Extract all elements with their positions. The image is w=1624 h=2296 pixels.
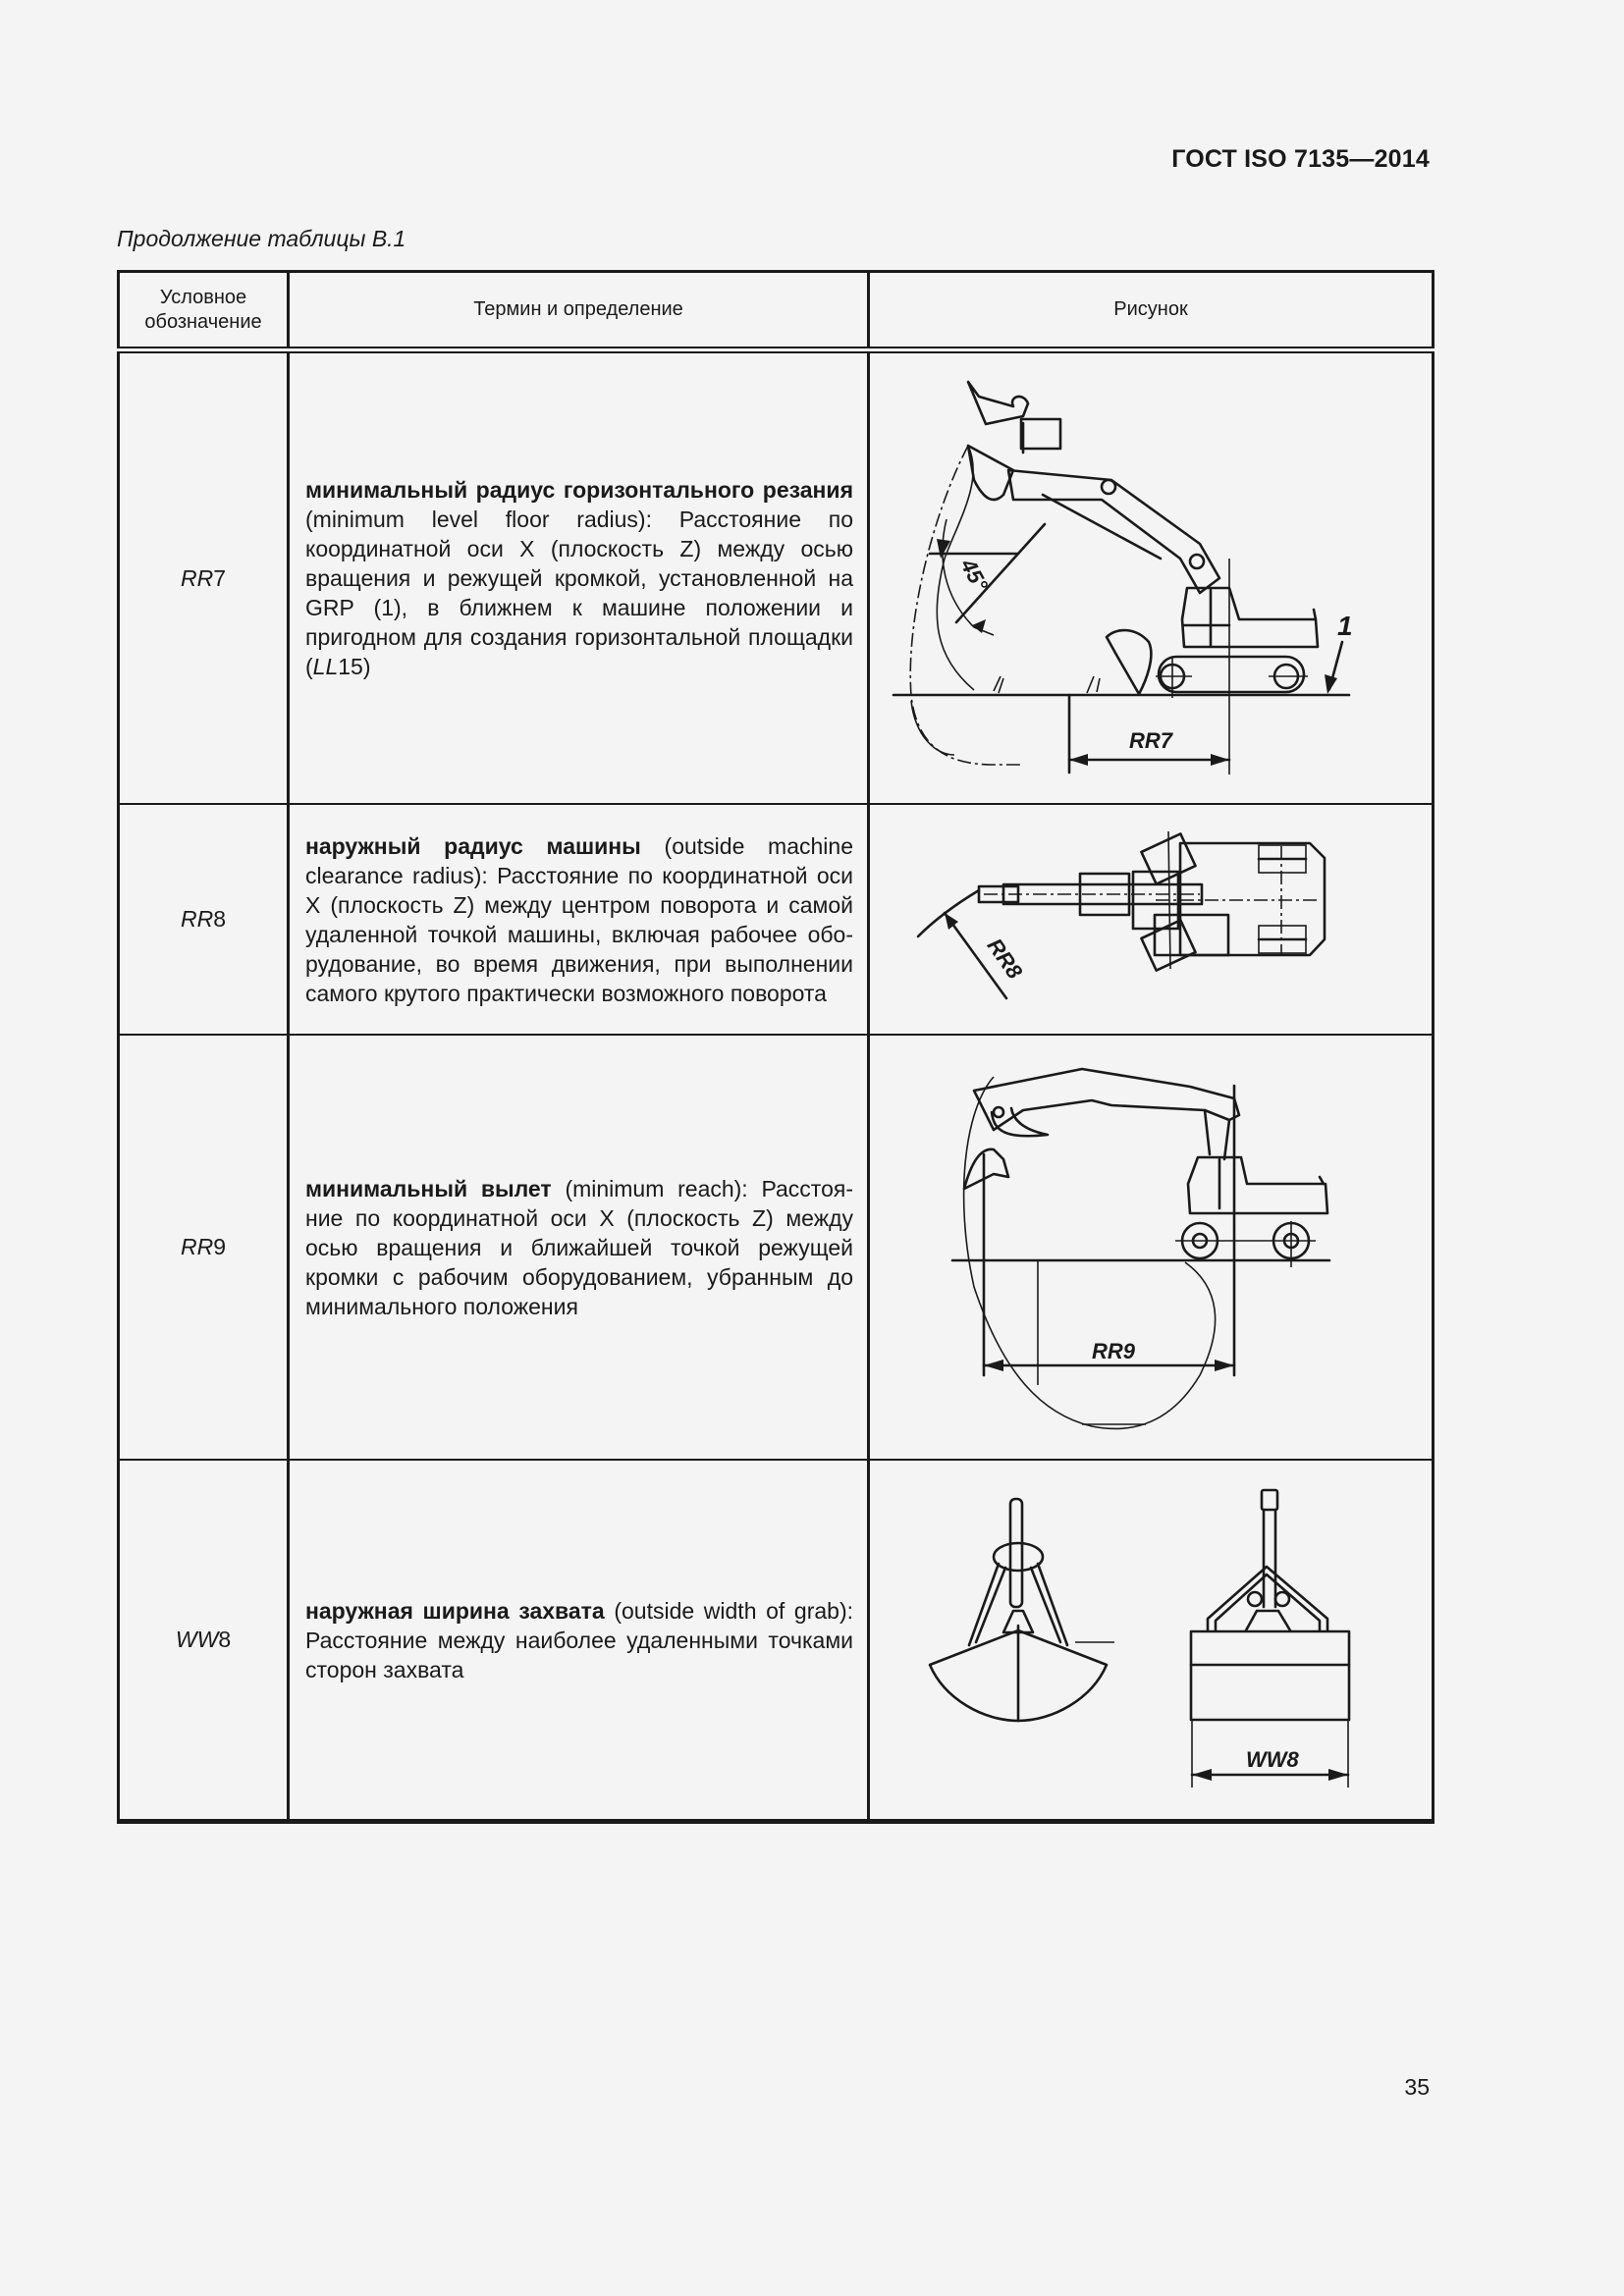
clamshell-grab-ww8-figure [915, 1473, 1386, 1807]
document-code-header: ГОСТ ISO 7135—2014 [1171, 145, 1430, 173]
symbol-letters: RR [180, 1234, 214, 1259]
column-header-symbol: Условное обозначение [119, 272, 289, 350]
column-header-term: Термин и определение [289, 272, 869, 350]
figure-cell [869, 350, 1434, 805]
table-header-row [119, 272, 1434, 350]
svg-text:45°: 45° [955, 555, 994, 596]
column-header-figure: Рисунок [869, 272, 1434, 350]
table-row [119, 804, 1434, 1035]
symbol-cell [119, 804, 289, 1035]
reference-number: 15 [338, 654, 363, 679]
dimension-label-ww8: WW8 [1246, 1746, 1299, 1772]
term-definition: (outside width of grab): Расстояние между наиболее удаленными точками сторон захвата [305, 1597, 853, 1682]
definition-cell [289, 350, 869, 805]
dimension-label-rr8: RR8 [982, 933, 1028, 984]
definition-cell [289, 1460, 869, 1822]
symbol-number: 8 [213, 906, 227, 932]
definition-cell [289, 804, 869, 1035]
symbol-letters: RR [180, 564, 214, 591]
table-caption: Продолжение таблицы В.1 [117, 226, 406, 251]
symbol-letters: RR [180, 906, 214, 932]
figure-cell [869, 804, 1434, 1035]
symbol-cell [119, 1460, 289, 1822]
symbol-letters: WW [175, 1627, 219, 1652]
symbol-cell [119, 1035, 289, 1460]
symbol-number: 9 [213, 1234, 227, 1259]
crawler-excavator-rr7-figure [876, 362, 1426, 794]
term-definition: (minimum reach): Расстояние по координатной оси X (плоскость Z) между осью вращения и ближайшей точкой режущей кромки с рабочим оборудованием, убранным до минимального положения [305, 1175, 854, 1319]
term-title: наружный радиус машины [305, 832, 641, 859]
figure-cell [869, 1460, 1434, 1822]
definition-end: ) [362, 654, 371, 679]
definition-cell [289, 1035, 869, 1460]
reference-letters: LL [312, 654, 339, 679]
callout-number: 1 [1337, 611, 1353, 641]
term-definition: (outside machine clearance radius): Расстояние по координатной оси X (плоскость Z) между центром поворота и самой удаленной точкой машины, включая рабочее оборудование, во время движения, при выполнении самого крутого практически возможного поворота [305, 832, 853, 1006]
term-title: наружная ширина захвата [305, 1597, 605, 1624]
symbol-cell [119, 350, 289, 805]
symbol-number: 7 [213, 564, 227, 591]
term-title: минимальный радиус горизонтального резания [305, 477, 853, 503]
page-number: 35 [1404, 2074, 1430, 2100]
figure-cell [869, 1035, 1434, 1460]
term-title: минимальный вылет [305, 1175, 552, 1201]
dimension-label-rr7: RR7 [1129, 728, 1173, 753]
terms-table [117, 270, 1435, 1824]
dimension-label-rr9: RR9 [1092, 1338, 1136, 1363]
term-definition: (minimum level floor radius): Расстояние по координатной оси X (плоскость Z) между осью вращения и режущей кромкой, установленной на GRP (1), в ближнем к машине положении и пригодном для создания горизонтальной площадки ( [305, 507, 853, 679]
table-row [119, 1460, 1434, 1822]
wheeled-excavator-rr9-figure [935, 1051, 1367, 1444]
turning-radius-rr8-figure [876, 812, 1426, 1028]
table-row [119, 350, 1434, 805]
symbol-number: 8 [218, 1627, 232, 1652]
table-row [119, 1035, 1434, 1460]
